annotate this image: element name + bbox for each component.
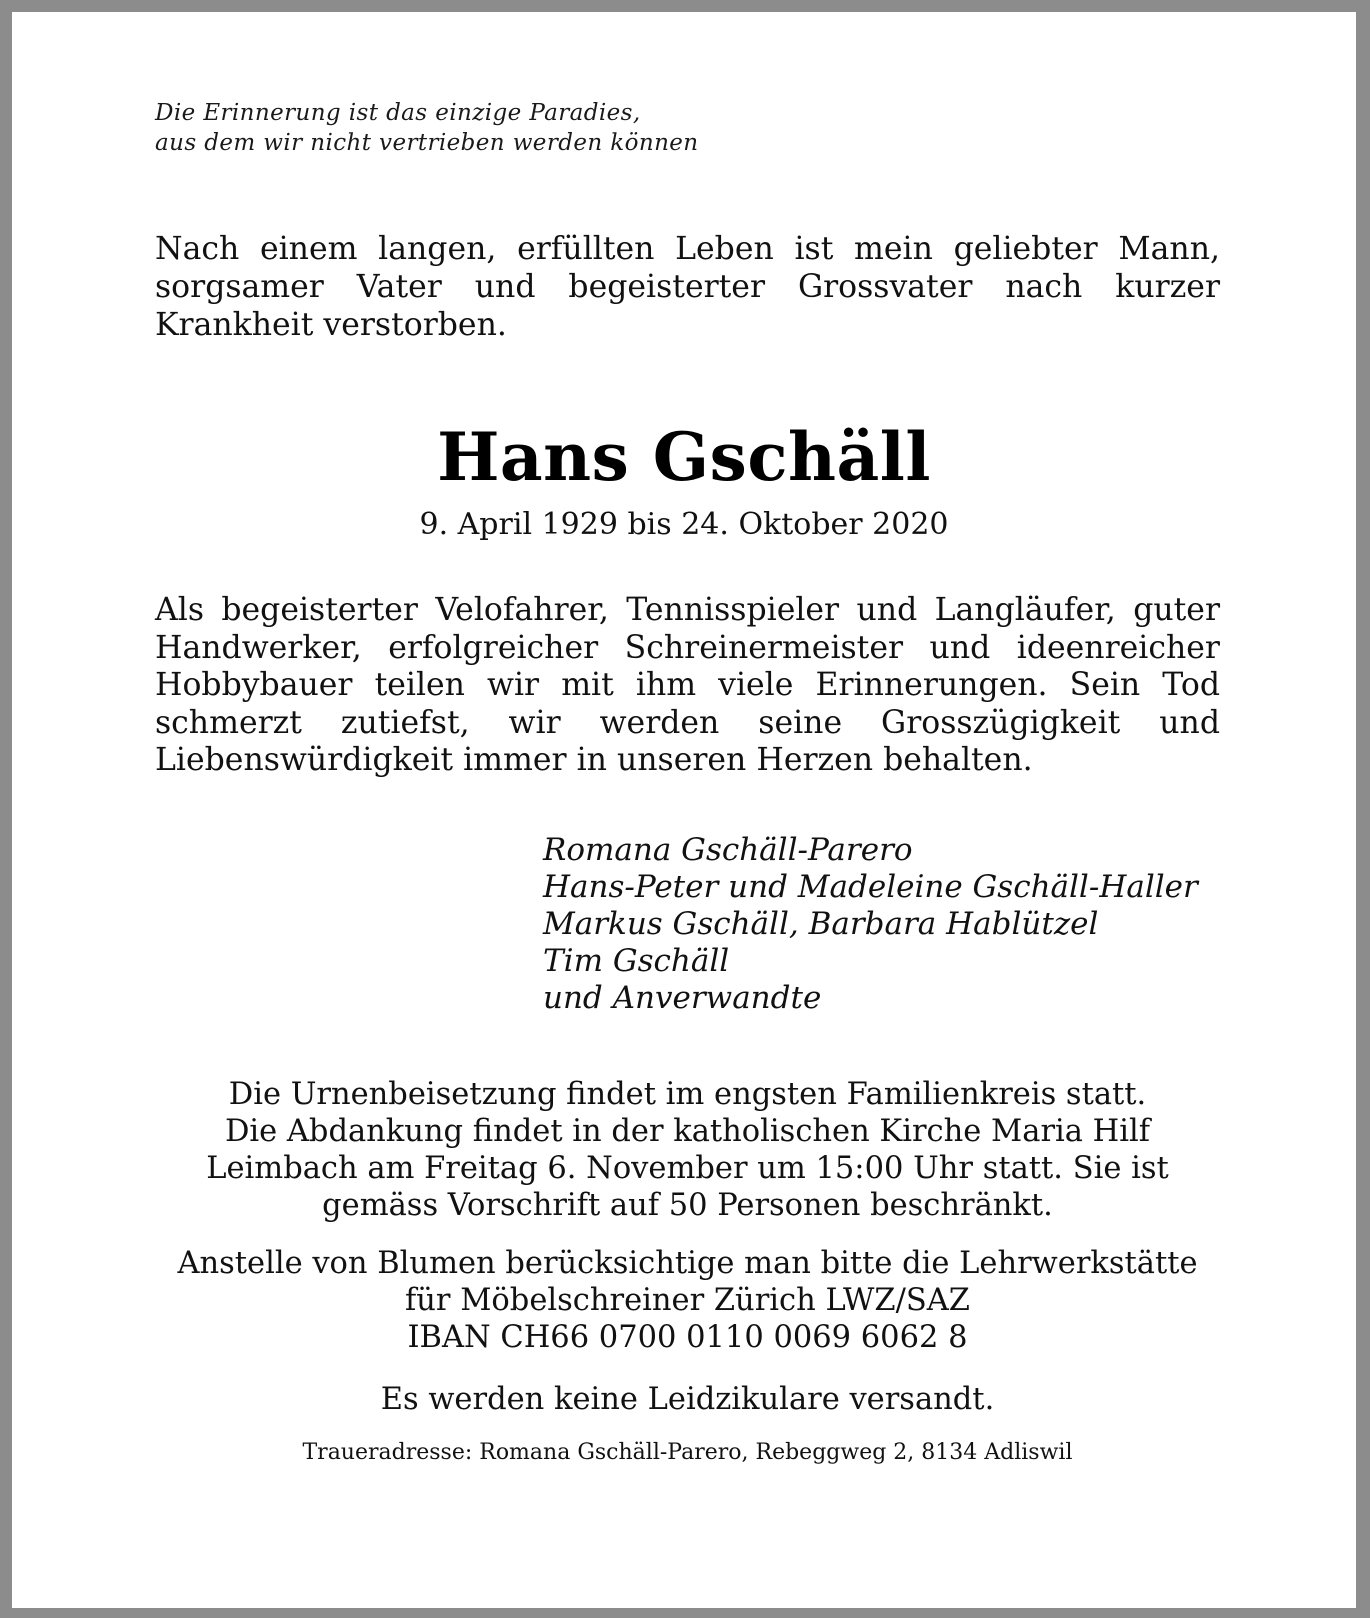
deceased-name: Hans Gschäll [437, 418, 931, 496]
no-cards-notice: Es werden keine Leidzikulare versandt. [380, 1382, 995, 1417]
life-dates: 9. April 1929 bis 24. Oktober 2020 [419, 507, 949, 542]
ceremony-line: Die Urnenbeisetzung findet im engsten Familienkreis statt. [228, 1077, 1147, 1112]
signer-name: Hans-Peter und Madeleine Gschäll-Haller [543, 869, 1198, 905]
donation-iban: IBAN CH66 0700 0110 0069 6062 8 [407, 1320, 968, 1355]
tribute-paragraph: Als begeisterter Velofahrer, Tennisspieler und Langläufer, guter Handwerker, erfolgreicher Schreinermeister und ideenreicher Hobbybauer teilen wir mit ihm viele Erinnerungen. Sein Tod schmerzt zutiefst, wir werden seine Grosszügigkeit und Liebenswürdigkeit immer in unseren Herzen behalten. [155, 592, 1220, 778]
ceremony-line: Die Abdankung findet in der katholischen Kirche Maria Hilf [224, 1114, 1151, 1149]
ceremony-line: gemäss Vorschrift auf 50 Personen beschränkt. [322, 1188, 1053, 1223]
signer-name: und Anverwandte [543, 980, 822, 1016]
ceremony-info [155, 1076, 1220, 1224]
signer-name: Markus Gschäll, Barbara Hablützel [543, 906, 1099, 942]
donation-info [155, 1245, 1220, 1356]
signer-name: Romana Gschäll-Parero [543, 832, 913, 868]
ceremony-line: Leimbach am Freitag 6. November um 15:00 Uhr statt. Sie ist [206, 1151, 1169, 1186]
obituary-page [12, 12, 1356, 1608]
motto-line: Die Erinnerung ist das einzige Paradies, [155, 100, 641, 126]
motto-line: aus dem wir nicht vertrieben werden können [155, 130, 699, 156]
mourning-address: Traueradresse: Romana Gschäll-Parero, Rebeggweg 2, 8134 Adliswil [302, 1440, 1073, 1465]
donation-line: Anstelle von Blumen berücksichtige man bitte die Lehrwerkstätte [177, 1246, 1198, 1281]
intro-paragraph: Nach einem langen, erfüllten Leben ist mein geliebter Mann, sorgsamer Vater und begeisterter Grossvater nach kurzer Krankheit verstorben. [155, 231, 1220, 343]
motto-quote [155, 98, 699, 158]
donation-line: für Möbelschreiner Zürich LWZ/SAZ [405, 1283, 970, 1318]
signers-list [543, 832, 1198, 1017]
signer-name: Tim Gschäll [543, 943, 730, 979]
